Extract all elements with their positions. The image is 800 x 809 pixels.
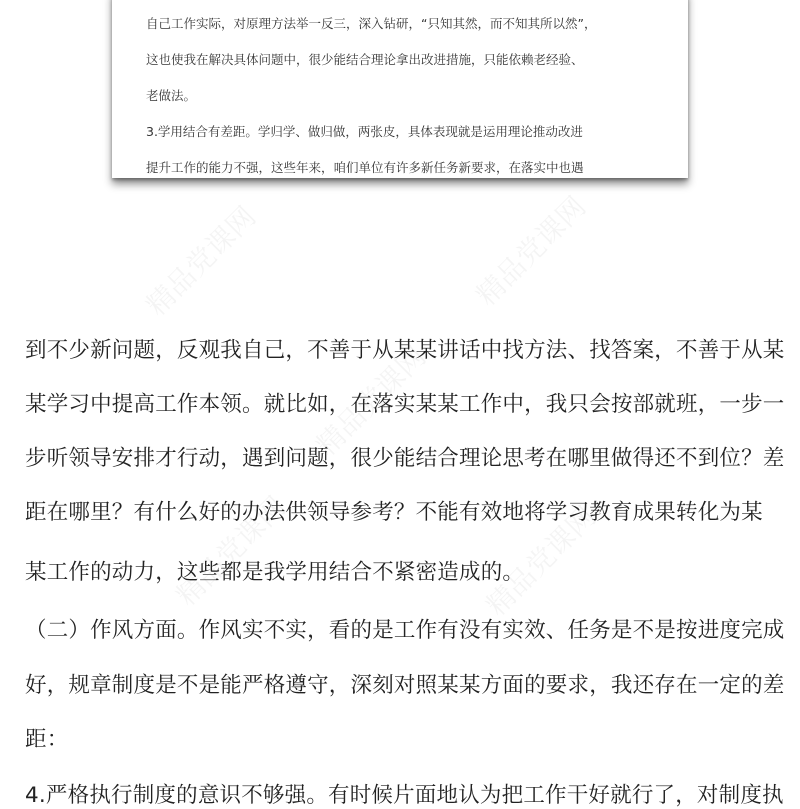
watermark [466,186,593,313]
card-line: 3.学用结合有差距。学归学、做归做，两张皮，具体表现就是运用理论推动改进 [146,124,583,139]
paragraph-line: （二）作风方面。作风实不实，看的是工作有没有实效、任务是不是按进度完成 [25,618,785,643]
paragraph-line: 某学习中提高工作本领。就比如，在落实某某工作中，我只会按部就班，一步一 [25,392,785,417]
embedded-document-image [112,0,688,178]
paragraph-line: 到不少新问题，反观我自己，不善于从某某讲话中找方法、找答案，不善于从某 [25,338,785,363]
paragraph-line: 距： [25,727,69,752]
paragraph-line: 好，规章制度是不是能严格遵守，深刻对照某某方面的要求，我还存在一定的差 [25,673,785,698]
paragraph-line: 4.严格执行制度的意识不够强。有时候片面地认为把工作干好就行了，对制度执 [25,783,784,808]
paragraph-line: 步听领导安排才行动，遇到问题，很少能结合理论思考在哪里做得还不到位？差 [25,446,785,471]
paragraph-line: 某工作的动力，这些都是我学用结合不紧密造成的。 [25,560,525,585]
card-line: 这也使我在解决具体问题中，很少能结合理论拿出改进措施，只能依赖老经验、 [146,52,584,67]
card-line: 自己工作实际，对原理方法举一反三，深入钻研，“只知其然，而不知其所以然”， [146,16,597,31]
paragraph-line: 距在哪里？有什么好的办法供领导参考？不能有效地将学习教育成果转化为某 [25,500,763,525]
card-line: 老做法。 [146,88,197,103]
watermark [136,196,263,323]
card-line: 提升工作的能力不强，这些年来，咱们单位有许多新任务新要求，在落实中也遇 [146,160,584,175]
